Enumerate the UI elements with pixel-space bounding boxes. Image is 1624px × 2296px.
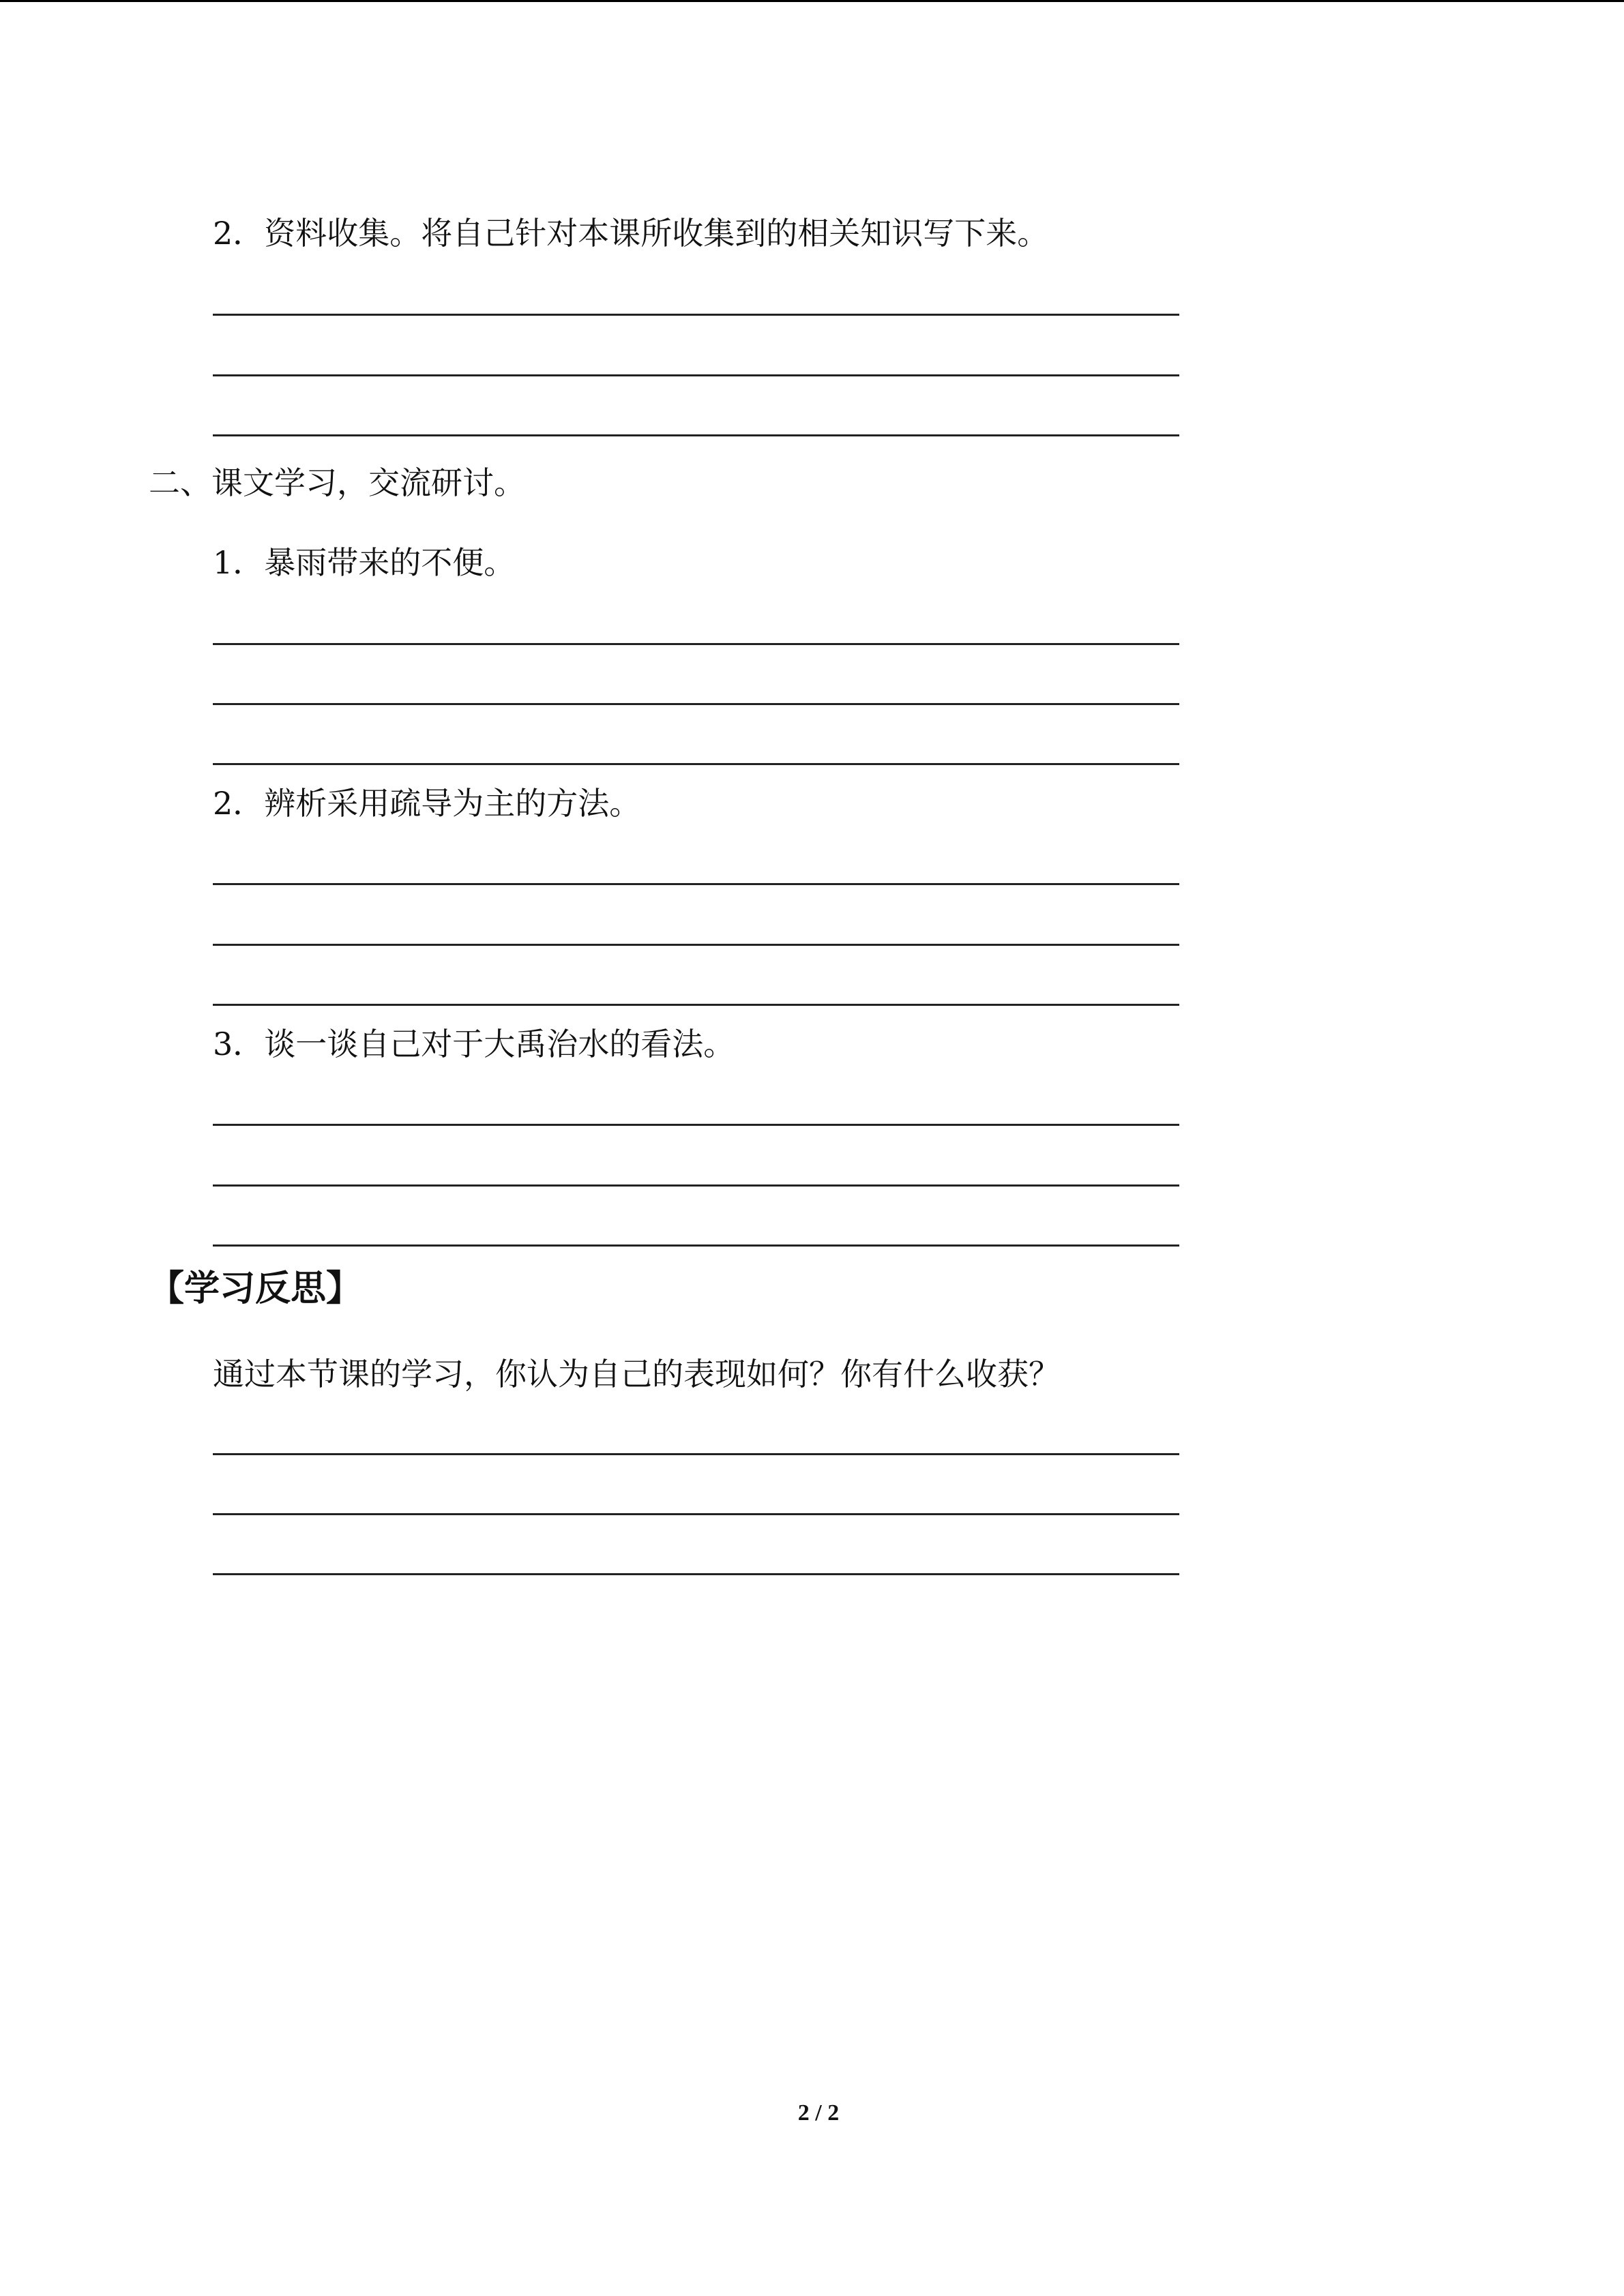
answer-line[interactable] <box>213 1124 1179 1126</box>
question-rainstorm-inconvenience: 1．暴雨带来的不便。 <box>213 544 516 581</box>
answer-line[interactable] <box>213 643 1179 645</box>
question-dayu-flood-control: 3．谈一谈自己对于大禹治水的看法。 <box>213 1026 735 1062</box>
answer-line[interactable] <box>213 944 1179 946</box>
answer-line[interactable] <box>213 314 1179 316</box>
answer-line[interactable] <box>213 1004 1179 1006</box>
answer-line[interactable] <box>213 763 1179 765</box>
answer-line[interactable] <box>213 1184 1179 1187</box>
answer-line[interactable] <box>213 1244 1179 1247</box>
answer-line[interactable] <box>213 1453 1179 1455</box>
answer-line[interactable] <box>213 703 1179 705</box>
question-dredging-method: 2．辨析采用疏导为主的方法。 <box>213 785 641 822</box>
answer-line[interactable] <box>213 1513 1179 1515</box>
answer-line[interactable] <box>213 374 1179 376</box>
top-border-line <box>0 0 1624 2</box>
page-number: 2 / 2 <box>797 2100 840 2126</box>
section-heading-text-study: 二、课文学习，交流研讨。 <box>149 464 525 501</box>
answer-line[interactable] <box>213 1573 1179 1575</box>
answer-line[interactable] <box>213 883 1179 885</box>
question-resource-collection: 2．资料收集。将自己针对本课所收集到的相关知识写下来。 <box>213 215 1049 252</box>
reflection-title: 【学习反思】 <box>149 1268 362 1309</box>
reflection-prompt: 通过本节课的学习，你认为自己的表现如何？你有什么收获？ <box>213 1356 1060 1392</box>
answer-line[interactable] <box>213 434 1179 436</box>
